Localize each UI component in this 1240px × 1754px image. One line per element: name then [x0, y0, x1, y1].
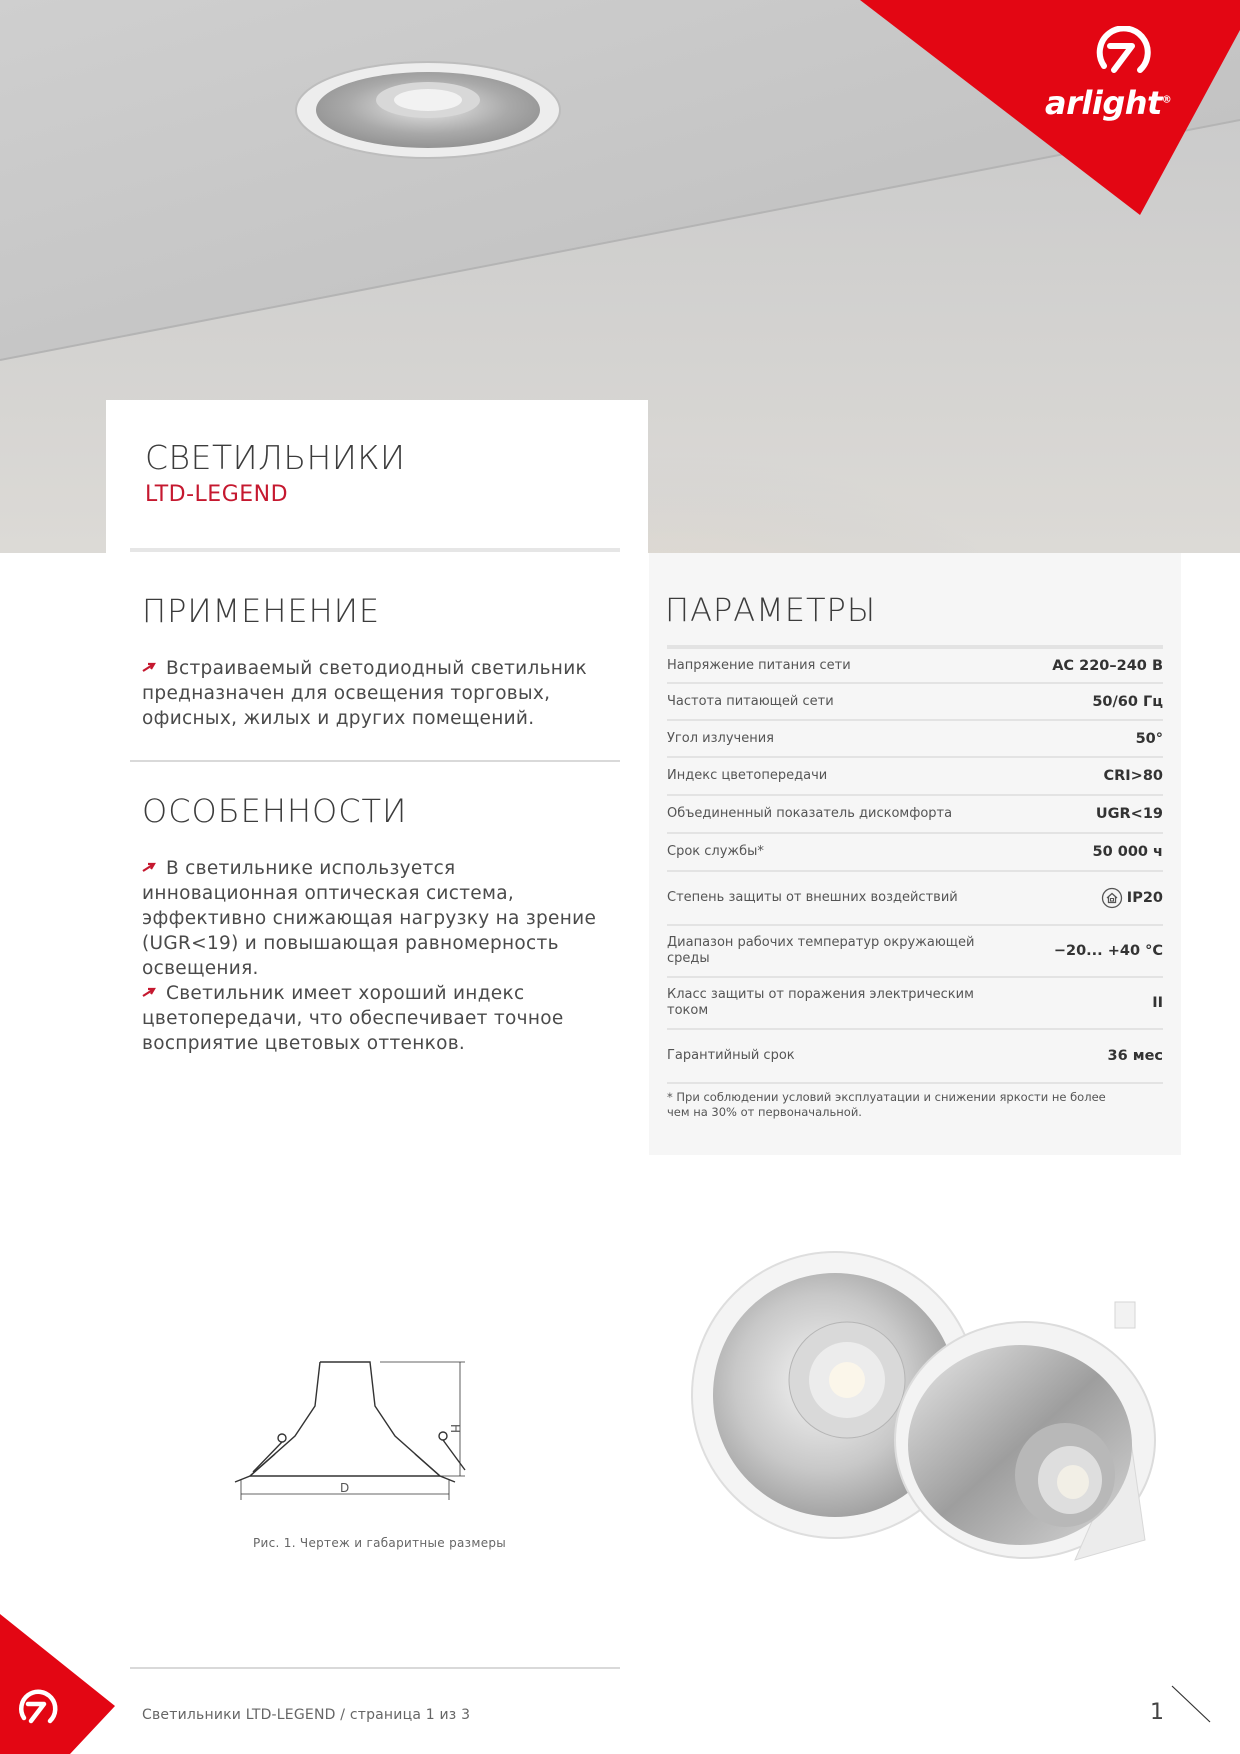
bullet-arrow-icon: [142, 861, 156, 873]
downlight-ceiling: [296, 62, 560, 158]
param-value: 36 мес: [1107, 1048, 1163, 1064]
table-row: [667, 1028, 1163, 1084]
param-label: Индекс цветопередачи: [667, 768, 828, 783]
divider: [130, 1667, 620, 1669]
bullet-arrow-icon: [142, 986, 156, 998]
table-row: [667, 719, 1163, 756]
table-row: [667, 870, 1163, 924]
features-paragraph-2: Светильник имеет хороший индекс цветопередачи, что обеспечивает точное восприятие цветовых оттенков.: [142, 983, 564, 1054]
brand-wordmark: arlight®: [1045, 84, 1172, 122]
param-label: Частота питающей сети: [667, 693, 834, 709]
param-value: 50°: [1135, 730, 1163, 747]
application-paragraph: Встраиваемый светодиодный светильник предназначен для освещения торговых, офисных, жилых и других помещений.: [142, 658, 587, 729]
param-value: IP20: [1101, 887, 1163, 909]
table-row: [667, 832, 1163, 870]
parameters-heading: ПАРАМЕТРЫ: [665, 591, 877, 629]
param-value: AC 220–240 В: [1052, 657, 1163, 674]
footer-text: Светильники LTD-LEGEND / страница 1 из 3: [142, 1707, 471, 1723]
dimension-h-label: H: [448, 1424, 462, 1434]
page-number: 1: [1150, 1700, 1164, 1725]
param-label: Гарантийный срок: [667, 1048, 795, 1063]
param-label: Срок службы*: [667, 844, 764, 859]
dimension-d-label: D: [340, 1481, 350, 1495]
table-row: [667, 645, 1163, 682]
table-row: [667, 756, 1163, 794]
footer-brand-triangle: [0, 1614, 120, 1754]
param-value: 50 000 ч: [1092, 844, 1163, 860]
param-label: Напряжение питания сети: [667, 657, 851, 673]
param-value: UGR<19: [1095, 806, 1163, 822]
table-row: [667, 682, 1163, 719]
param-value: −20... +40 °C: [1053, 943, 1163, 959]
divider: [130, 548, 620, 552]
ip-protection-icon: [1101, 887, 1123, 909]
table-row: [667, 924, 1163, 976]
title-card: [106, 400, 648, 553]
arlight-logo-icon: [1092, 26, 1152, 82]
param-label: Угол излучения: [667, 730, 774, 746]
table-row: [667, 976, 1163, 1028]
application-heading: ПРИМЕНЕНИЕ: [142, 592, 381, 630]
param-label: Объединенный показатель дискомфорта: [667, 806, 953, 821]
footnote: * При соблюдении условий эксплуатации и снижении яркости не более чем на 30% от первоначальной.: [667, 1090, 1106, 1119]
param-value: CRI>80: [1103, 768, 1163, 784]
figure-caption: Рис. 1. Чертеж и габаритные размеры: [253, 1536, 507, 1550]
table-row: [667, 794, 1163, 832]
parameters-table: [667, 645, 1163, 1084]
product-photo: [675, 1240, 1165, 1570]
model-name: LTD-LEGEND: [145, 482, 289, 507]
features-heading: ОСОБЕННОСТИ: [142, 792, 408, 830]
features-paragraph-1: В светильнике используется инновационная оптическая система, эффективно снижающая нагрузку на зрение (UGR<19) и повышающая равномерность освещения.: [142, 858, 597, 979]
dimension-drawing: [215, 1350, 525, 1500]
page-corner-line: [1170, 1684, 1220, 1724]
param-value: II: [1152, 995, 1163, 1011]
divider: [130, 760, 620, 762]
param-label: Степень защиты от внешних воздействий: [667, 890, 958, 905]
param-label: Класс защиты от поражения электрическим током: [667, 987, 974, 1018]
param-label: Диапазон рабочих температур окружающей среды: [667, 935, 975, 966]
page-title: СВЕТИЛЬНИКИ: [145, 438, 406, 477]
parameters-panel: [649, 553, 1181, 1155]
param-value: 50/60 Гц: [1092, 693, 1163, 710]
bullet-arrow-icon: [142, 661, 156, 673]
